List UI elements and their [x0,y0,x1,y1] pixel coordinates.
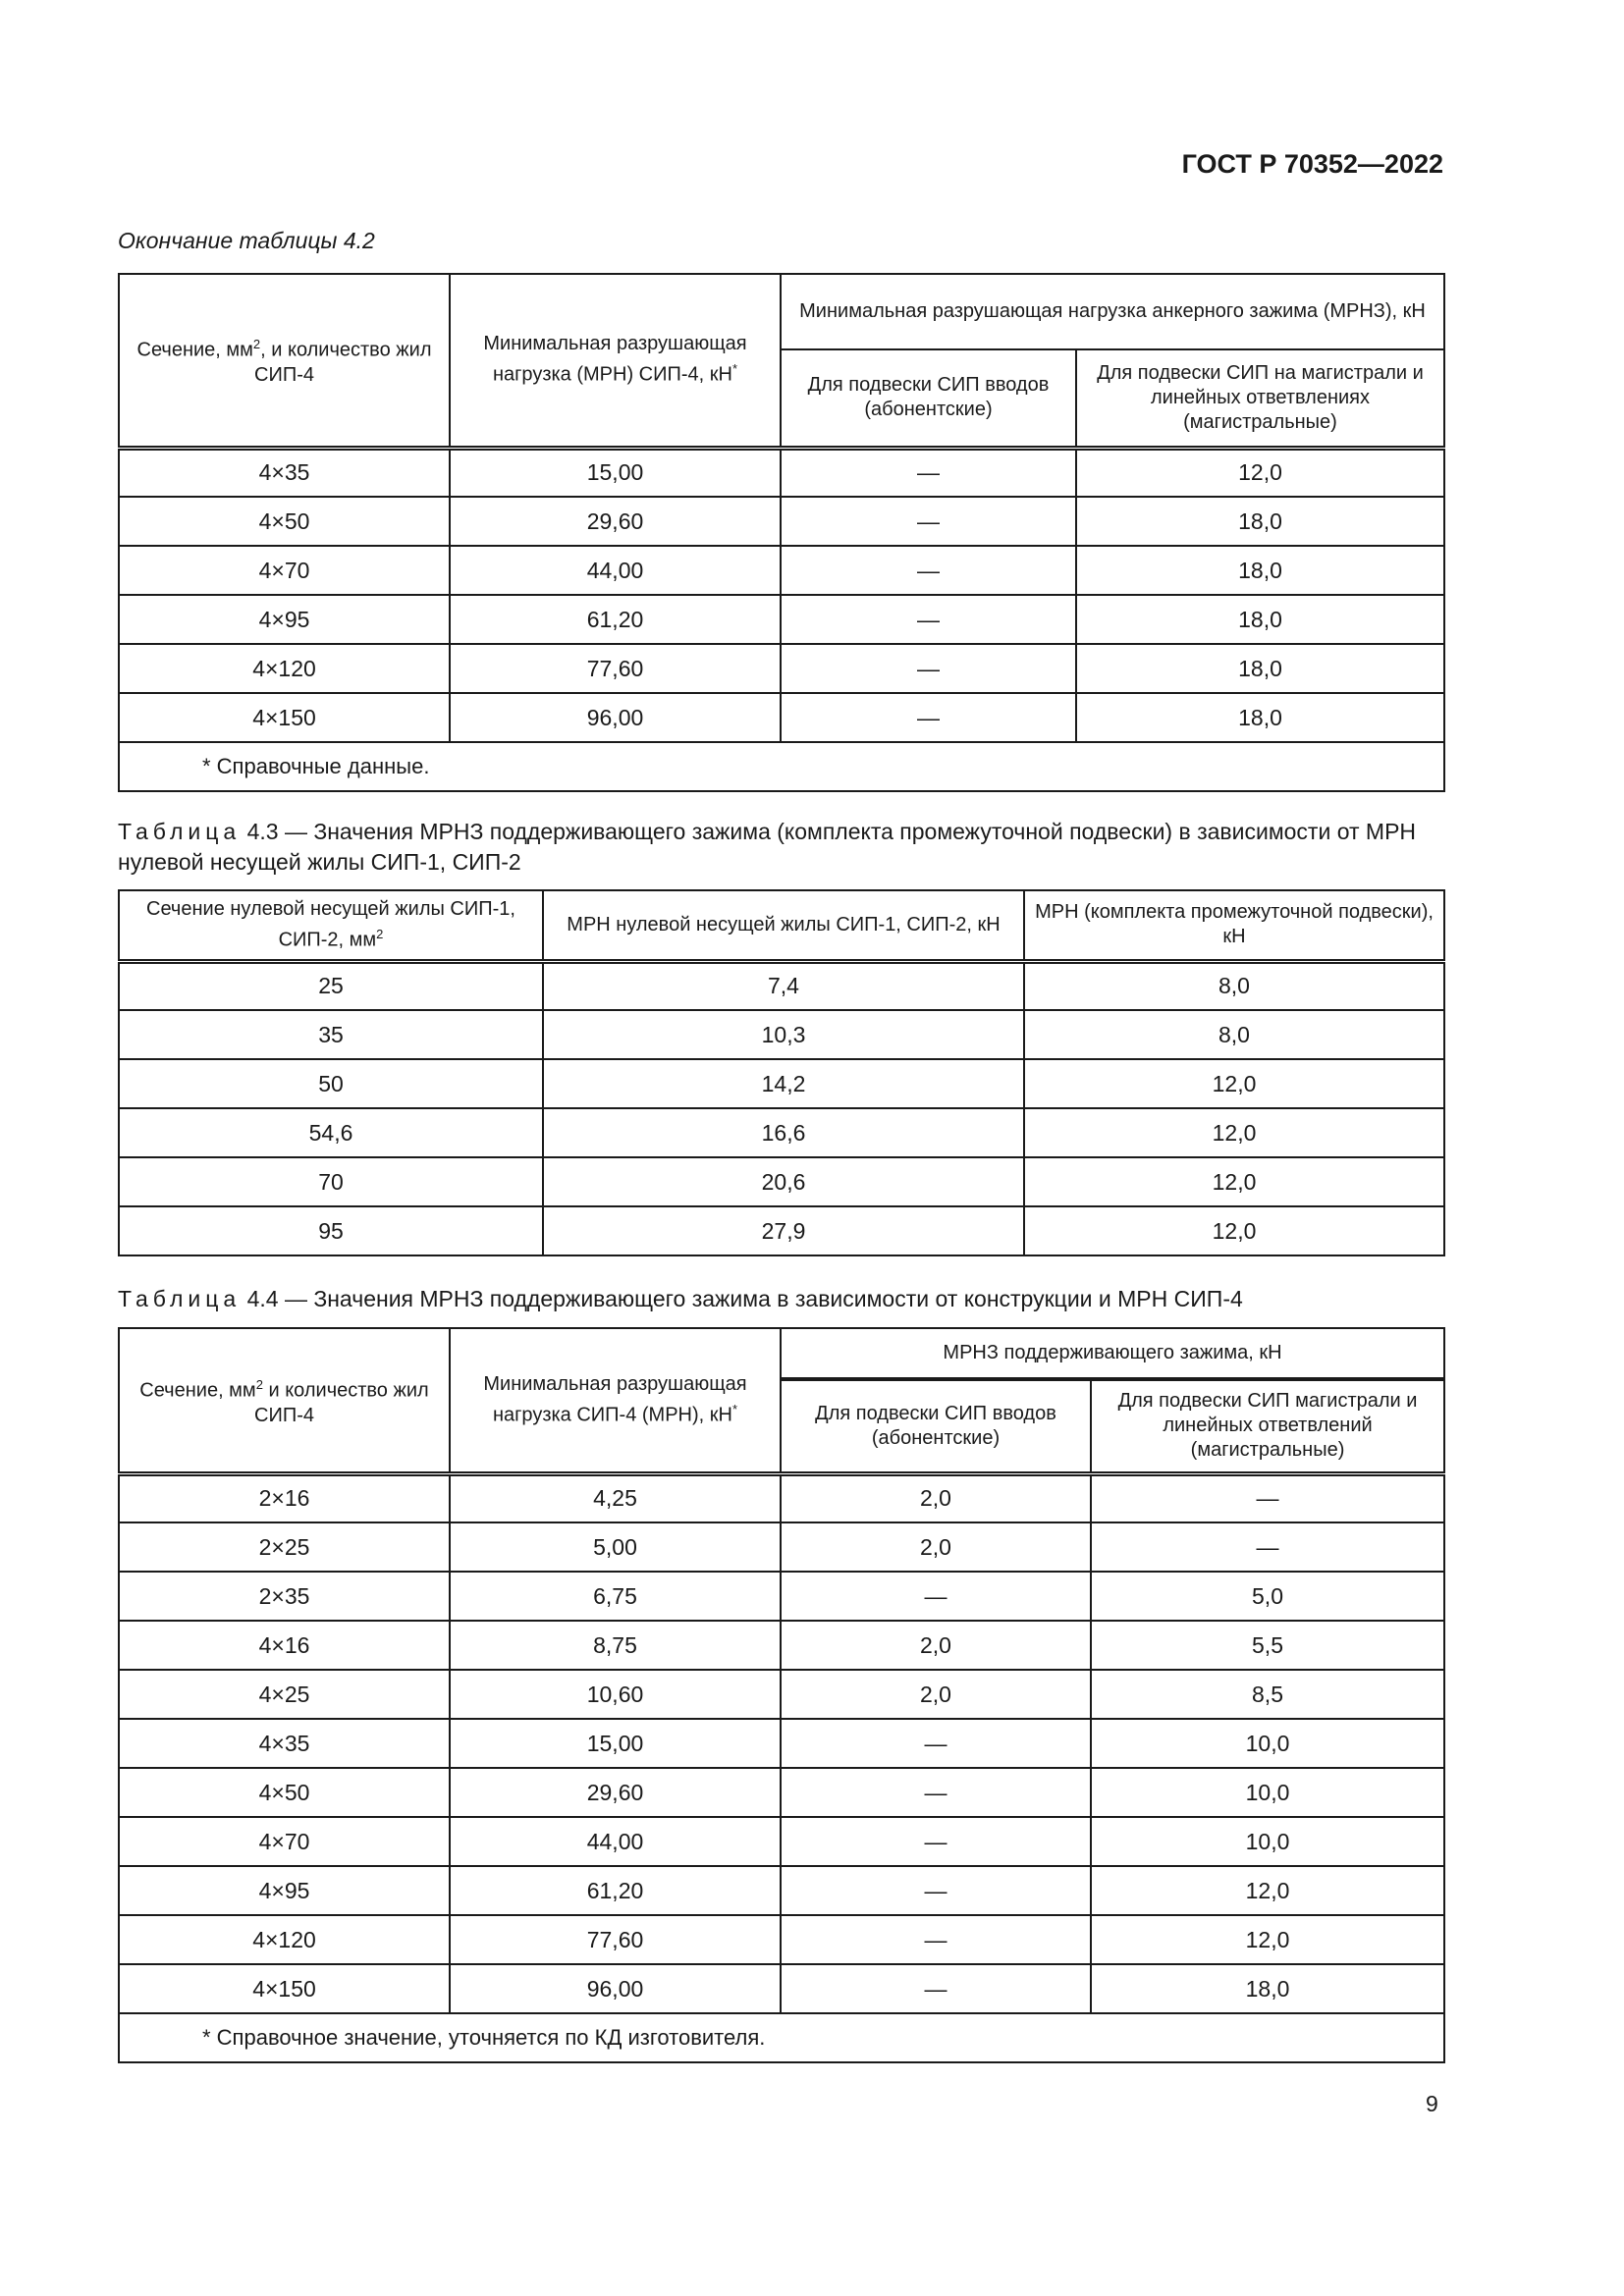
table-cell: — [781,644,1076,693]
table-cell: — [781,1719,1091,1768]
header-group-mrnz: МРНЗ поддерживающего зажима, кН [781,1328,1444,1379]
table-cell: 29,60 [450,1768,781,1817]
table-cell: 4×50 [119,1768,450,1817]
table-cell: — [781,595,1076,644]
table-row [119,1108,1444,1157]
table-cell: 5,0 [1091,1572,1444,1621]
table-cell: 4×35 [119,1719,450,1768]
table-4-3 [118,889,1445,1256]
header-mrn: Минимальная разрушающая нагрузка СИП-4 (МРН), кН* [450,1328,781,1473]
table-row [119,546,1444,595]
table-cell: 4×70 [119,1817,450,1866]
table-4-4 [118,1327,1445,2063]
table-cell: 96,00 [450,1964,781,2013]
table-cell: 4×95 [119,595,450,644]
table-cell: 50 [119,1059,543,1108]
table-cell: 16,6 [543,1108,1024,1157]
table-cell: 15,00 [450,1719,781,1768]
table-cell: 10,60 [450,1670,781,1719]
table-cell: 4×50 [119,497,450,546]
table-row [119,1817,1444,1866]
table-cell: 2,0 [781,1473,1091,1522]
table-row [119,1157,1444,1206]
table-cell: 4×120 [119,1915,450,1964]
header-main: Для подвески СИП магистрали и линейных ответвлений (магистральные) [1091,1379,1444,1473]
table-cell: 2×25 [119,1522,450,1572]
table-footnote: * Справочное значение, уточняется по КД изготовителя. [119,2013,1444,2062]
table-cell: — [781,1572,1091,1621]
table-cell: 70 [119,1157,543,1206]
table-cell: 10,0 [1091,1719,1444,1768]
table-cell: 12,0 [1091,1915,1444,1964]
table-row [119,1059,1444,1108]
table-row [119,1010,1444,1059]
table-cell: 54,6 [119,1108,543,1157]
caption-label: Таблица [118,1286,242,1311]
header-section: Сечение, $мм^2$, и количество жил СИП-4 [119,274,450,448]
table-row [119,448,1444,497]
table-cell: 8,75 [450,1621,781,1670]
table-cell: — [781,1964,1091,2013]
table-row [119,1621,1444,1670]
table-cell: 25 [119,961,543,1010]
table-cell: 96,00 [450,693,781,742]
table-cell: — [781,1768,1091,1817]
table-cell: 18,0 [1076,693,1444,742]
table-cell: 27,9 [543,1206,1024,1255]
table-row [119,1719,1444,1768]
table-cell: 2,0 [781,1621,1091,1670]
table-cell: 12,0 [1024,1059,1444,1108]
table-cell: 18,0 [1091,1964,1444,2013]
table-cell: 18,0 [1076,595,1444,644]
table-cell: 35 [119,1010,543,1059]
table-cell: — [781,693,1076,742]
table-cell: — [781,1817,1091,1866]
header-subscriber: Для подвески СИП вводов (абонентские) [781,1379,1091,1473]
table-row [119,1670,1444,1719]
table-cell: 7,4 [543,961,1024,1010]
table-row [119,1915,1444,1964]
table-cell: 4×70 [119,546,450,595]
table-4-4-caption [118,1284,1453,1314]
table-cell: 15,00 [450,448,781,497]
table-cell: 12,0 [1091,1866,1444,1915]
table-cell: 4×25 [119,1670,450,1719]
table-cell: 12,0 [1024,1157,1444,1206]
header-mrn: МРН нулевой несущей жилы СИП-1, СИП-2, кН [543,890,1024,961]
table-4-2-continuation-caption: Окончание таблицы 4.2 [118,228,375,253]
table-cell: 12,0 [1024,1206,1444,1255]
table-cell: — [781,1866,1091,1915]
table-cell: 61,20 [450,1866,781,1915]
document-id: ГОСТ Р 70352—2022 [1181,149,1443,179]
table-cell: 2×16 [119,1473,450,1522]
table-cell: 12,0 [1076,448,1444,497]
table-cell: 18,0 [1076,644,1444,693]
page-number: 9 [1426,2091,1438,2116]
table-cell: 10,0 [1091,1817,1444,1866]
table-row [119,595,1444,644]
caption-text: 4.3 — Значения МРНЗ поддерживающего зажима (комплекта промежуточной подвески) в зависимости от МРН нулевой несущей жилы СИП-1, СИП-2 [118,819,1417,875]
header-mrn: Минимальная разрушающая нагрузка (МРН) СИП-4, кН* [450,274,781,448]
table-cell: 18,0 [1076,497,1444,546]
table-4-3-caption [118,817,1453,878]
table-cell: 8,5 [1091,1670,1444,1719]
table-cell: 4×35 [119,448,450,497]
table-cell: 10,0 [1091,1768,1444,1817]
table-cell: 4×150 [119,1964,450,2013]
table-row [119,1964,1444,2013]
table-cell: 8,0 [1024,961,1444,1010]
table-cell: 2×35 [119,1572,450,1621]
header-section: Сечение, $мм^2$ и количество жил СИП-4 [119,1328,450,1473]
table-cell: 10,3 [543,1010,1024,1059]
table-row [119,693,1444,742]
table-row [119,1206,1444,1255]
table-row [119,961,1444,1010]
table-cell: 4×120 [119,644,450,693]
table-row [119,1572,1444,1621]
table-cell: 61,20 [450,595,781,644]
header-subscriber: Для подвески СИП вводов (абонентские) [781,349,1076,448]
table-cell: 12,0 [1024,1108,1444,1157]
header-section: Сечение нулевой несущей жилы СИП-1, СИП-2, $мм^2$ [119,890,543,961]
table-cell: 14,2 [543,1059,1024,1108]
table-row [119,1522,1444,1572]
table-cell: 2,0 [781,1522,1091,1572]
table-row [119,644,1444,693]
header-group-mrnz: Минимальная разрушающая нагрузка анкерного зажима (МРНЗ), кН [781,274,1444,349]
table-4-2 [118,273,1445,792]
table-cell: 5,5 [1091,1621,1444,1670]
table-cell: — [1091,1473,1444,1522]
table-cell: 4×95 [119,1866,450,1915]
table-cell: 77,60 [450,644,781,693]
header-main: Для подвески СИП на магистрали и линейных ответвлениях (магистральные) [1076,349,1444,448]
table-cell: 4×16 [119,1621,450,1670]
table-cell: 95 [119,1206,543,1255]
table-cell: — [781,497,1076,546]
table-cell: 5,00 [450,1522,781,1572]
table-cell: 4,25 [450,1473,781,1522]
header-mrn-set: МРН (комплекта промежуточной подвески), кН [1024,890,1444,961]
table-cell: 8,0 [1024,1010,1444,1059]
table-cell: 44,00 [450,1817,781,1866]
table-row [119,1866,1444,1915]
table-cell: 44,00 [450,546,781,595]
table-cell: 2,0 [781,1670,1091,1719]
table-cell: — [781,448,1076,497]
table-footnote: * Справочные данные. [119,742,1444,791]
table-cell: 18,0 [1076,546,1444,595]
caption-text: 4.4 — Значения МРНЗ поддерживающего зажима в зависимости от конструкции и МРН СИП-4 [246,1286,1243,1311]
table-cell: — [781,1915,1091,1964]
table-cell: 6,75 [450,1572,781,1621]
table-cell: — [781,546,1076,595]
table-cell: 29,60 [450,497,781,546]
table-row [119,497,1444,546]
table-row [119,1768,1444,1817]
caption-label: Таблица [118,819,242,844]
table-cell: — [1091,1522,1444,1572]
table-cell: 20,6 [543,1157,1024,1206]
table-cell: 77,60 [450,1915,781,1964]
table-cell: 4×150 [119,693,450,742]
table-row [119,1473,1444,1522]
